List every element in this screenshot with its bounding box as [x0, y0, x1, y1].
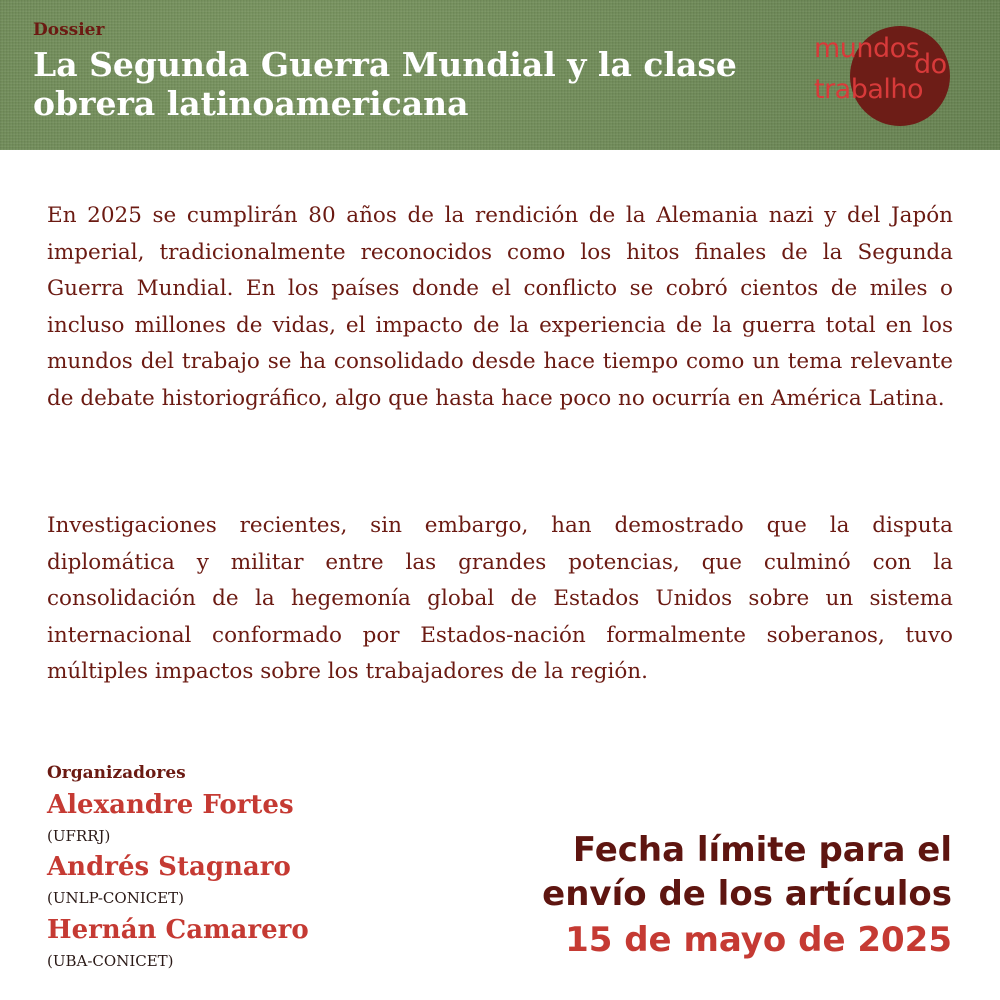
organizer-name: Alexandre Fortes	[47, 790, 294, 820]
header-banner	[0, 0, 1000, 150]
organizer-affiliation: (UBA-CONICET)	[47, 952, 174, 970]
page-title: La Segunda Guerra Mundial y la clase obrera latinoamericana	[33, 45, 737, 123]
organizer-name: Andrés Stagnaro	[47, 852, 291, 882]
deadline-label-line2: envío de los artículos	[542, 874, 952, 914]
section-kicker: Dossier	[33, 20, 105, 40]
organizers-heading: Organizadores	[47, 763, 186, 783]
logo-text-line1: mundos	[814, 33, 920, 64]
mundos-do-trabalho-logo	[810, 26, 970, 126]
deadline-date: 15 de mayo de 2025	[565, 920, 952, 960]
logo-text-line3: trabalho	[814, 74, 924, 105]
organizer-name: Hernán Camarero	[47, 915, 309, 945]
deadline-label-line1: Fecha límite para el	[572, 830, 952, 870]
organizer-affiliation: (UNLP-CONICET)	[47, 889, 185, 907]
organizer-affiliation: (UFRRJ)	[47, 827, 111, 845]
intro-paragraph-2: Investigaciones recientes, sin embargo, han demostrado que la disputa diplomática y militar entre las grandes potencias, que culminó con la consolidación de la hegemonía global de Estados Unidos sobre un sistema internacional conformado por Estados-nación formalmente soberanos, tuvo múltiples impactos sobre los trabajadores de la región.	[47, 513, 953, 684]
logo-text-line2: do	[914, 49, 947, 80]
intro-paragraph-1: En 2025 se cumplirán 80 años de la rendición de la Alemania nazi y del Japón imperial, tradicionalmente reconocidos como los hitos finales de la Segunda Guerra Mundial. En los países donde el conflicto se cobró cientos de miles o incluso millones de vidas, el impacto de la experiencia de la guerra total en los mundos del trabajo se ha consolidado desde hace tiempo como un tema relevante de debate historiográfico, algo que hasta hace poco no ocurría en América Latina.	[47, 203, 953, 411]
